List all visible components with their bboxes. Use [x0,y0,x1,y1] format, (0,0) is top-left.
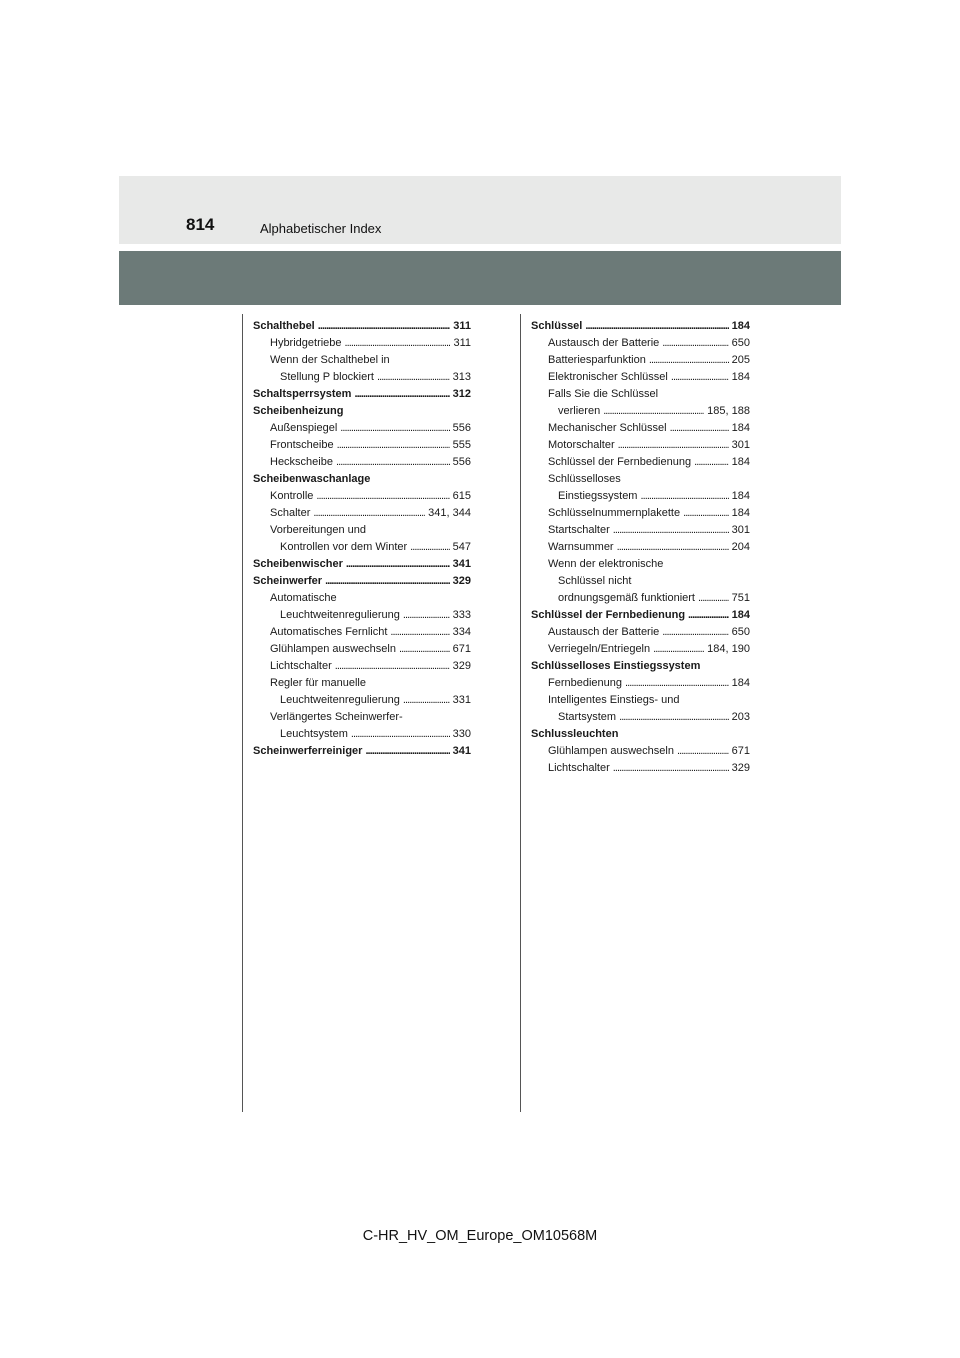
index-term: Fernbedienung [548,677,623,689]
index-page-ref: 556 [452,422,471,434]
index-term: Wenn der elektronische [548,558,664,570]
index-entry [531,471,750,488]
index-term: Automatisches Fernlicht [270,626,388,638]
index-term: Scheibenwischer [253,558,343,570]
dot-leader [671,369,729,386]
index-entry [531,318,750,335]
dot-leader [351,726,450,743]
index-page-ref: 184 [731,456,750,468]
section-banner [119,251,841,305]
dot-leader [640,488,728,505]
index-term: Lichtschalter [270,660,332,672]
index-entry [531,573,750,590]
index-page-ref: 184, 190 [707,643,750,655]
index-entry [253,488,471,505]
dot-leader [662,624,728,641]
dot-leader [313,505,425,522]
index-page-ref: 205 [731,354,750,366]
index-page-ref: 185, 188 [707,405,750,417]
index-term: Glühlampen auswechseln [548,745,674,757]
index-term: Stellung P blockiert [280,371,374,383]
dot-leader [337,437,450,454]
index-entry [253,607,471,624]
index-page-ref: 184 [731,609,750,621]
index-term: Leuchtweitenregulierung [280,694,400,706]
index-page-ref: 330 [452,728,471,740]
index-term: Verlängertes Scheinwerfer- [270,711,403,723]
index-term: Warnsummer [548,541,614,553]
index-term: Verriegeln/Entriegeln [548,643,651,655]
index-page-ref: 311 [453,337,471,349]
index-term: Einstiegssystem [558,490,638,502]
index-entry [531,709,750,726]
index-page-ref: 334 [452,626,471,638]
index-page-ref: 650 [731,337,750,349]
dot-leader [318,318,451,335]
dot-leader [410,539,449,556]
dot-leader [618,437,729,454]
index-entry [253,437,471,454]
index-page-ref: 184 [731,320,750,332]
index-term: Startsystem [558,711,617,723]
index-term: Schlussleuchten [531,728,619,740]
dot-leader [390,624,449,641]
index-entry [531,658,750,675]
page-number: 814 [186,215,215,234]
index-entry [531,726,750,743]
index-term: Motorschalter [548,439,615,451]
dot-leader [698,590,729,607]
index-entry [253,369,471,386]
dot-leader [677,743,729,760]
index-page-ref: 331 [452,694,471,706]
index-term: Schlüsselnummernplakette [548,507,681,519]
index-entry [531,590,750,607]
index-page-ref: 556 [452,456,471,468]
index-term: Intelligentes Einstiegs- und [548,694,680,706]
index-page-ref: 203 [731,711,750,723]
index-term: Wenn der Schalthebel in [270,354,390,366]
index-term: Mechanischer Schlüssel [548,422,667,434]
index-entry [253,454,471,471]
index-entry [531,641,750,658]
dot-leader [603,403,704,420]
index-term: Kontrollen vor dem Winter [280,541,408,553]
index-entry [531,386,750,403]
dot-leader [403,607,450,624]
index-entry [253,726,471,743]
index-term: Schlüsselloses [548,473,621,485]
index-term: Schalter [270,507,311,519]
index-page-ref: 671 [452,643,471,655]
dot-leader [335,658,450,675]
dot-leader [683,505,729,522]
index-term: Automatische [270,592,337,604]
index-term: Hybridgetriebe [270,337,342,349]
index-term: Leuchtweitenregulierung [280,609,400,621]
index-entry [531,607,750,624]
index-entry [253,318,471,335]
index-term: Elektronischer Schlüssel [548,371,668,383]
index-term: Schlüsselloses Einstiegssystem [531,660,701,672]
index-column-left [253,318,471,760]
index-term: Schlüssel [531,320,583,332]
index-term: Kontrolle [270,490,314,502]
dot-leader [336,454,450,471]
index-term: Lichtschalter [548,762,610,774]
dot-leader [346,556,450,573]
index-entry [531,369,750,386]
index-term: Frontscheibe [270,439,334,451]
index-entry [253,624,471,641]
index-entry [253,709,471,726]
index-entry [531,437,750,454]
index-page-ref: 184 [731,371,750,383]
dot-leader [694,454,729,471]
index-entry [253,471,471,488]
dot-leader [649,352,729,369]
index-entry [531,505,750,522]
index-entry [253,658,471,675]
index-page-ref: 555 [452,439,471,451]
index-term: verlieren [558,405,601,417]
index-page-ref: 333 [452,609,471,621]
index-entry [253,539,471,556]
index-term: Schalthebel [253,320,315,332]
dot-leader [403,692,450,709]
index-entry [531,403,750,420]
index-entry [531,743,750,760]
index-term: Heckscheibe [270,456,333,468]
index-page-ref: 341 [452,745,471,757]
index-term: Falls Sie die Schlüssel [548,388,659,400]
index-page-ref: 184 [731,422,750,434]
index-term: Austausch der Batterie [548,337,660,349]
index-term: Startschalter [548,524,610,536]
dot-leader [670,420,729,437]
section-title: Alphabetischer Index [260,221,382,236]
index-term: Leuchtsystem [280,728,348,740]
index-page-ref: 671 [731,745,750,757]
index-term: Schlüssel der Fernbedienung [531,609,686,621]
dot-leader [619,709,729,726]
header-band [119,176,841,244]
dot-leader [340,420,449,437]
index-term: Scheibenwaschanlage [253,473,371,485]
index-entry [253,556,471,573]
index-page-ref: 547 [452,541,471,553]
index-term: ordnungsgemäß funktioniert [558,592,695,604]
index-term: Regler für manuelle [270,677,366,689]
index-entry [253,352,471,369]
index-page-ref: 341, 344 [428,507,471,519]
index-page-ref: 615 [452,490,471,502]
index-page-ref: 184 [731,507,750,519]
index-term: Scheibenheizung [253,405,344,417]
index-entry [531,420,750,437]
index-page-ref: 650 [731,626,750,638]
index-term: Batteriesparfunktion [548,354,646,366]
middle-column-rule [520,314,521,1112]
index-page-ref: 184 [731,490,750,502]
index-page-ref: 184 [731,677,750,689]
dot-leader [316,488,449,505]
index-entry [531,624,750,641]
index-page-ref: 313 [452,371,471,383]
index-term: Außenspiegel [270,422,338,434]
index-page-ref: 329 [452,575,471,587]
index-entry [531,539,750,556]
dot-leader [354,386,449,403]
index-page-ref: 341 [452,558,471,570]
document-code: C-HR_HV_OM_Europe_OM10568M [362,1228,598,1244]
index-column-right [531,318,750,777]
index-term: Scheinwerfer [253,575,323,587]
dot-leader [345,335,451,352]
dot-leader [585,318,728,335]
index-page-ref: 312 [452,388,471,400]
index-entry [253,590,471,607]
index-page-ref: 301 [731,439,750,451]
dot-leader [662,335,728,352]
dot-leader [653,641,704,658]
index-term: Schlüssel der Fernbedienung [548,456,692,468]
dot-leader [625,675,729,692]
dot-leader [377,369,450,386]
index-entry [253,420,471,437]
index-entry [531,692,750,709]
index-entry [253,573,471,590]
dot-leader [688,607,729,624]
index-entry [531,760,750,777]
index-entry [253,335,471,352]
index-entry [531,522,750,539]
index-entry [531,488,750,505]
index-entry [253,386,471,403]
index-entry [253,641,471,658]
index-entry [531,556,750,573]
index-entry [531,352,750,369]
dot-leader [617,539,729,556]
index-entry [253,403,471,420]
index-entry [253,692,471,709]
index-page-ref: 329 [731,762,750,774]
index-entry [253,505,471,522]
index-term: Glühlampen auswechseln [270,643,396,655]
dot-leader [613,760,729,777]
index-term: Schlüssel nicht [558,575,632,587]
index-term: Austausch der Batterie [548,626,660,638]
index-page-ref: 751 [731,592,750,604]
index-term: Vorbereitungen und [270,524,367,536]
dot-leader [365,743,449,760]
left-column-rule [242,314,243,1112]
index-entry [531,675,750,692]
index-page-ref: 311 [453,320,471,332]
index-entry [253,522,471,539]
index-entry [253,675,471,692]
index-entry [531,454,750,471]
dot-leader [399,641,450,658]
index-page-ref: 204 [731,541,750,553]
dot-leader [325,573,450,590]
index-page-ref: 301 [731,524,750,536]
dot-leader [613,522,729,539]
index-term: Schaltsperrsystem [253,388,352,400]
index-page-ref: 329 [452,660,471,672]
index-term: Scheinwerferreiniger [253,745,363,757]
index-entry [531,335,750,352]
index-entry [253,743,471,760]
